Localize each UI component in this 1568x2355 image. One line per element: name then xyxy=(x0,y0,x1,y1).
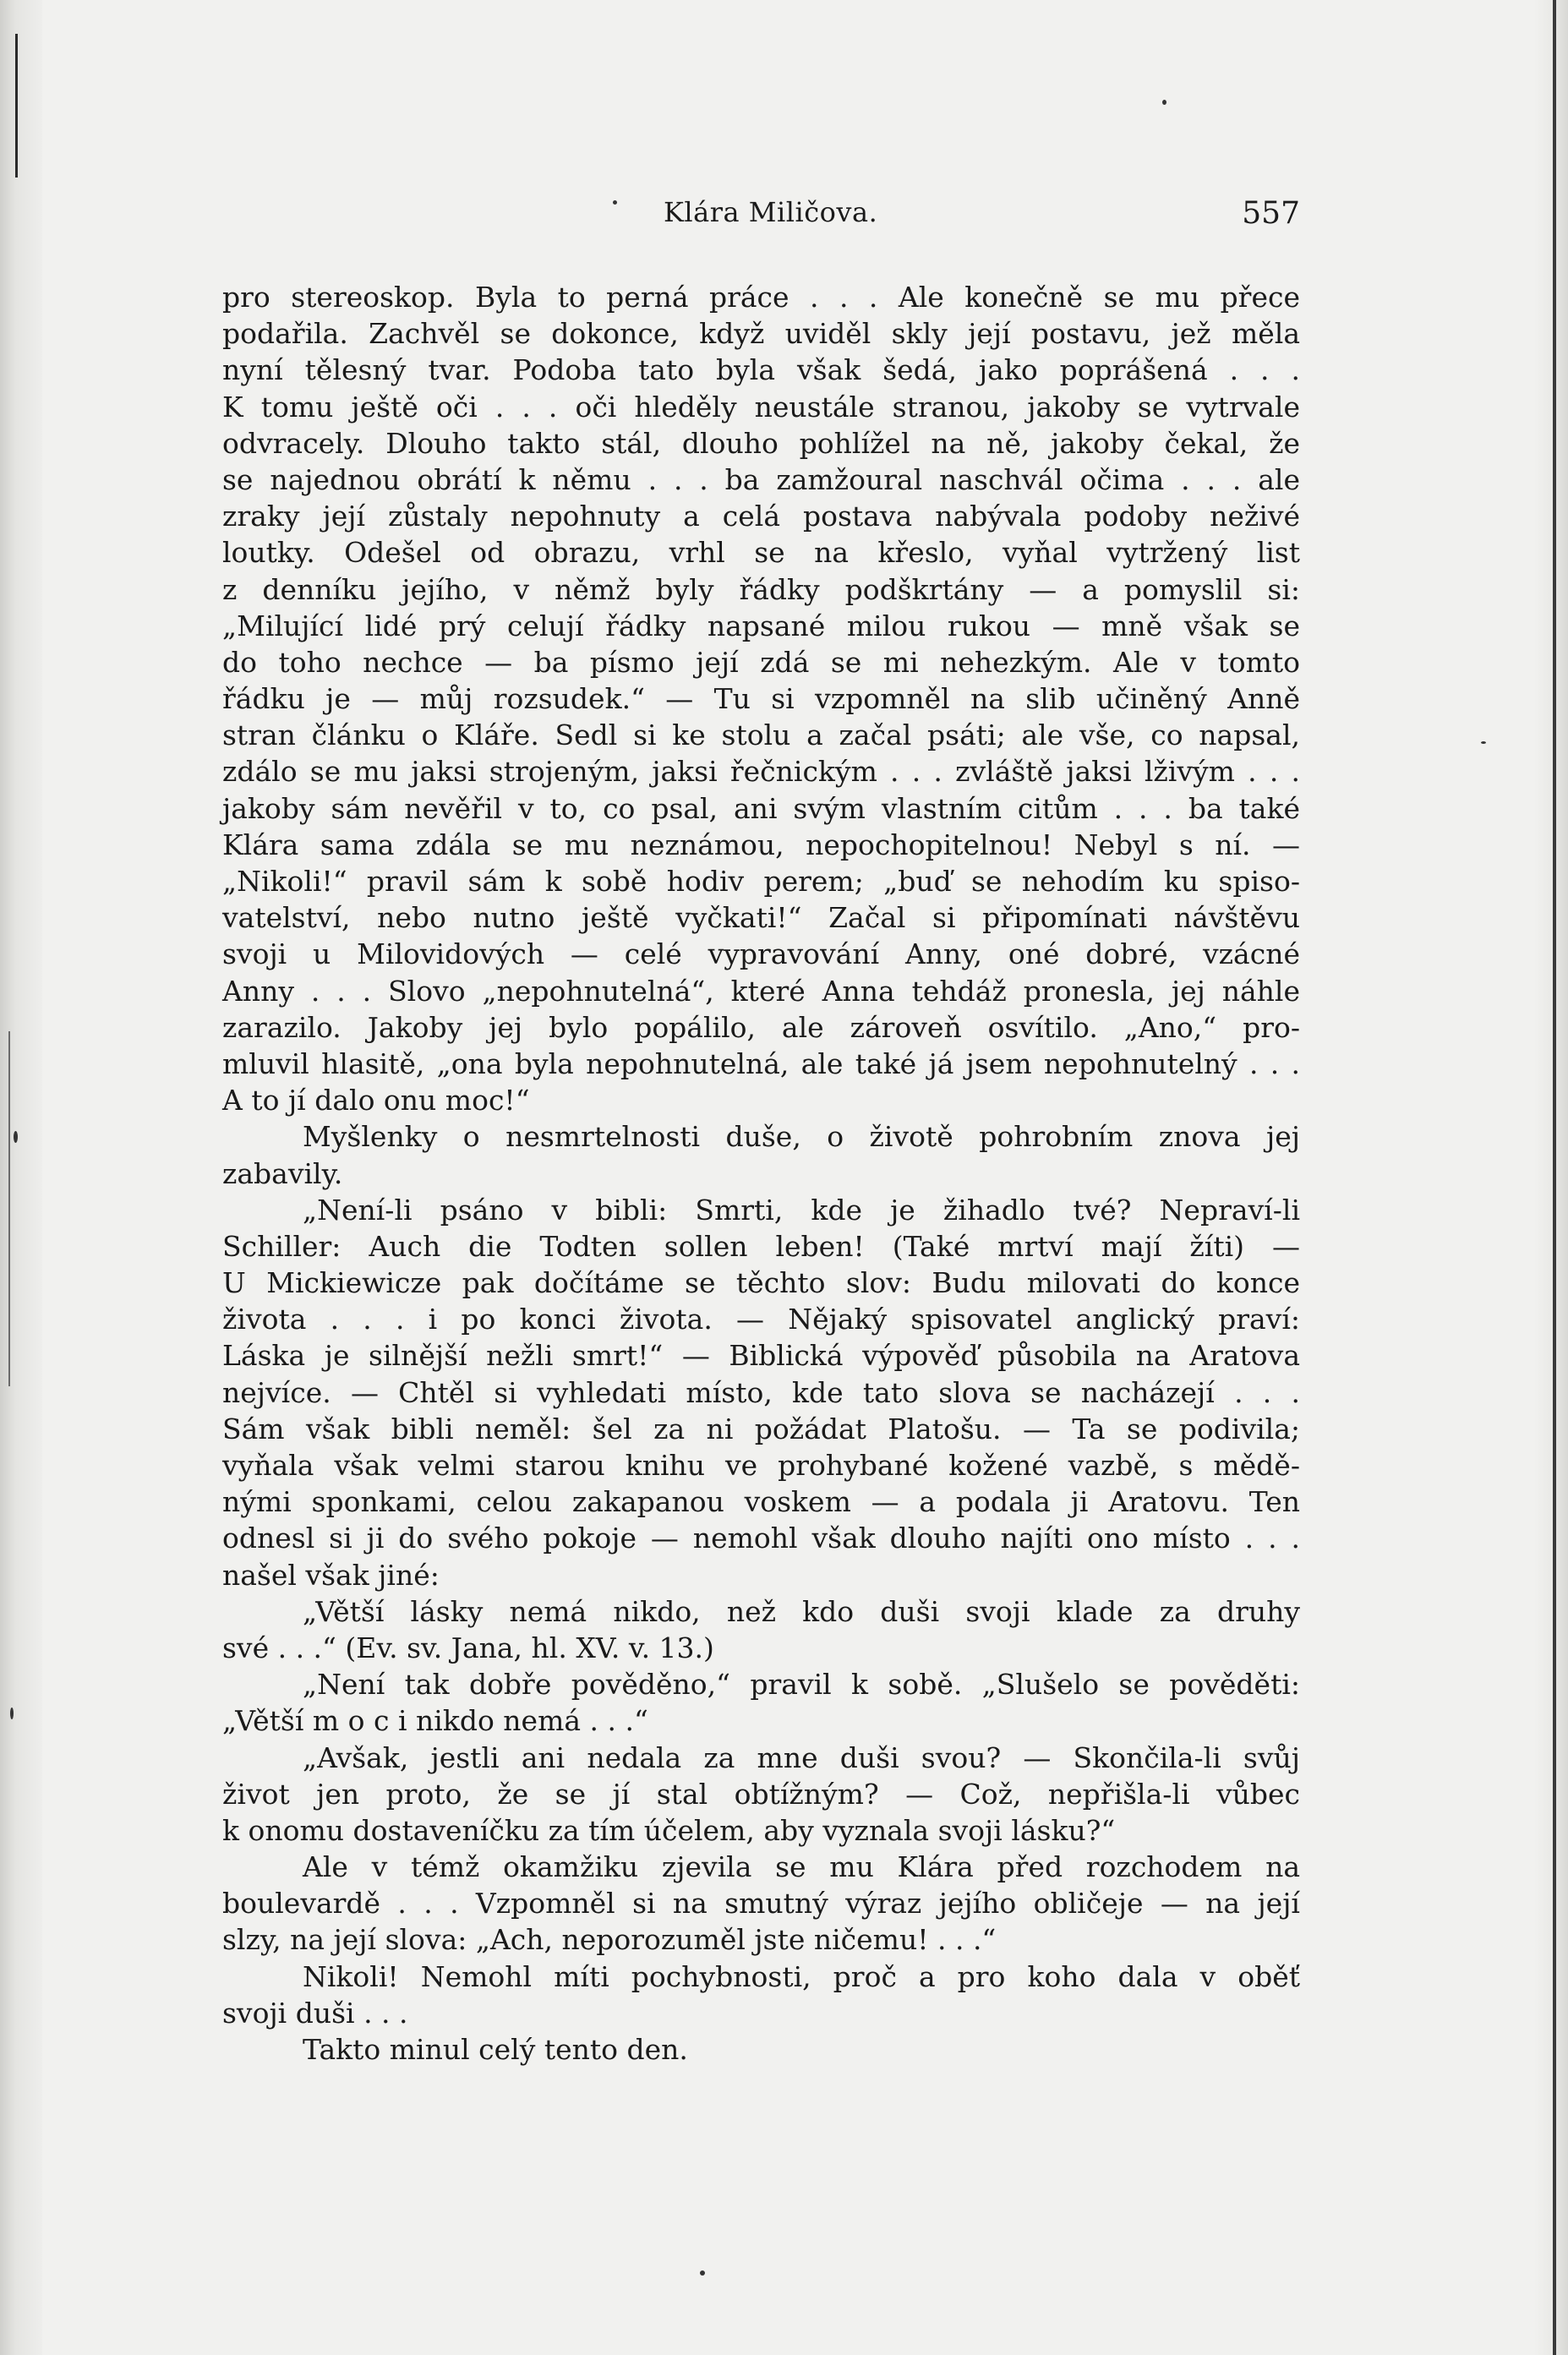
page-number: 557 xyxy=(1242,196,1300,231)
text-line: Schiller: Auch die Todten sollen leben! (Také mrtví mají žíti) — xyxy=(222,1229,1300,1263)
speck xyxy=(613,200,617,205)
running-head: Klára Miličova. xyxy=(664,196,878,228)
text-line: „Není-li psáno v bibli: Smrti, kde je žihadlo tvé? Nepraví-li xyxy=(303,1193,1300,1227)
text-line: Anny . . . Slovo „nepohnutelná“, které Anna tehdáž pronesla, jej náhle xyxy=(222,974,1300,1008)
page-gutter-shadow xyxy=(0,0,42,2355)
text-line: „Avšak, jestli ani nedala za mne duši svou? — Skončila-li svůj xyxy=(303,1740,1300,1774)
text-line: A to jí dalo onu moc!“ xyxy=(222,1084,530,1117)
text-line: svoji duši . . . xyxy=(222,1996,408,2030)
text-line: zdálo se mu jaksi strojeným, jaksi řečnickým . . . zvláště jaksi lživým . . . xyxy=(222,755,1300,789)
text-line: nyní tělesný tvar. Podoba tato byla však šedá, jako poprášená . . . xyxy=(222,353,1300,387)
text-line: podařila. Zachvěl se dokonce, když uviděl skly její postavu, jež měla xyxy=(222,317,1300,351)
text-line: zabavily. xyxy=(222,1156,343,1190)
text-line: „Milující lidé prý celují řádky napsané milou rukou — mně však se xyxy=(222,609,1300,642)
text-line: „Větší lásky nemá nikdo, než kdo duši svoji klade za druhy xyxy=(303,1594,1300,1628)
text-line: K tomu ještě oči . . . oči hleděly neustále stranou, jakoby se vytrvale xyxy=(222,390,1300,423)
text-line: Nikoli! Nemohl míti pochybnosti, proč a pro koho dala v oběť xyxy=(303,1959,1300,1993)
text-line: pro stereoskop. Byla to perná práce . . . Ale konečně se mu přece xyxy=(222,281,1300,314)
text-line: „Větší m o c i nikdo nemá . . .“ xyxy=(222,1704,648,1738)
text-line: k onomu dostaveníčku za tím účelem, aby vyznala svoji lásku?“ xyxy=(222,1813,1116,1847)
text-line: své . . .“ (Ev. sv. Jana, hl. XV. v. 13.) xyxy=(222,1631,714,1664)
gutter-binding-mark xyxy=(15,34,18,178)
text-line: našel však jiné: xyxy=(222,1558,440,1592)
gutter-binding-mark-lower xyxy=(8,1031,10,1386)
text-line: slzy, na její slova: „Ach, neporozuměl jste ničemu! . . .“ xyxy=(222,1923,997,1957)
page-header xyxy=(222,196,1300,238)
text-line: z denníku jejího, v němž byly řádky podškrtány — a pomyslil si: xyxy=(222,572,1300,606)
text-line: „Nikoli!“ pravil sám k sobě hodiv perem; „buď se nehodím ku spiso- xyxy=(222,865,1300,898)
page-edge-line xyxy=(1553,0,1556,2355)
text-line: Takto minul celý tento den. xyxy=(303,2033,688,2066)
text-line: „Není tak dobře pověděno,“ pravil k sobě. „Slušelo se pověděti: xyxy=(303,1668,1300,1702)
text-line: loutky. Odešel od obrazu, vrhl se na křeslo, vyňal vytržený list xyxy=(222,536,1300,570)
speck xyxy=(14,1131,18,1143)
text-line: života . . . i po konci života. — Nějaký spisovatel anglický praví: xyxy=(222,1303,1300,1336)
text-line: do toho nechce — ba písmo její zdá se mi nehezkým. Ale v tomto xyxy=(222,645,1300,679)
text-line: Láska je silnější nežli smrt!“ — Biblická výpověď působila na Aratova xyxy=(222,1339,1300,1373)
text-line: svoji u Milovidových — celé vypravování Anny, oné dobré, vzácné xyxy=(222,937,1300,971)
text-line: stran článku o Kláře. Sedl si ke stolu a začal psáti; ale vše, co napsal, xyxy=(222,719,1300,752)
text-line: Sám však bibli neměl: šel za ni požádat Platošu. — Ta se podivila; xyxy=(222,1412,1300,1445)
speck xyxy=(1162,100,1166,105)
text-line: řádku je — můj rozsudek.“ — Tu si vzpomněl na slib učiněný Anně xyxy=(222,682,1300,716)
speck xyxy=(1481,741,1486,744)
text-line: U Mickiewicze pak dočítáme se těchto slov: Budu milovati do konce xyxy=(222,1266,1300,1300)
text-line: boulevardě . . . Vzpomněl si na smutný výraz jejího obličeje — na její xyxy=(222,1887,1300,1921)
text-line: odvracely. Dlouho takto stál, dlouho pohlížel na ně, jakoby čekal, že xyxy=(222,426,1300,460)
speck xyxy=(10,1708,14,1719)
text-line: zarazilo. Jakoby jej bylo popálilo, ale zároveň osvítilo. „Ano,“ pro- xyxy=(222,1010,1300,1044)
speck xyxy=(700,2270,705,2276)
text-line: nými sponkami, celou zakapanou voskem — a podala ji Aratovu. Ten xyxy=(222,1485,1300,1519)
text-line: život jen proto, že se jí stal obtížným? — Což, nepřišla-li vůbec xyxy=(222,1777,1300,1811)
text-line: odnesl si ji do svého pokoje — nemohl však dlouho najíti ono místo . . . xyxy=(222,1522,1300,1555)
body-text xyxy=(222,279,1300,2068)
text-line: nejvíce. — Chtěl si vyhledati místo, kde tato slova se nacházejí . . . xyxy=(222,1375,1300,1409)
text-line: Klára sama zdála se mu neznámou, nepochopitelnou! Nebyl s ní. — xyxy=(222,828,1300,861)
text-line: Myšlenky o nesmrtelnosti duše, o životě pohrobním znova jej xyxy=(303,1120,1300,1154)
text-line: vatelství, nebo nutno ještě vyčkati!“ Začal si připomínati návštěvu xyxy=(222,901,1300,935)
text-line: jakoby sám nevěřil v to, co psal, ani svým vlastním citům . . . ba také xyxy=(222,791,1300,825)
text-line: zraky její zůstaly nepohnuty a celá postava nabývala podoby neživé xyxy=(222,500,1300,533)
text-line: se najednou obrátí k němu . . . ba zamžoural naschvál očima . . . ale xyxy=(222,462,1300,496)
text-line: mluvil hlasitě, „ona byla nepohnutelná, ale také já jsem nepohnutelný . . . xyxy=(222,1046,1300,1080)
page-edge-shadow xyxy=(1534,0,1568,2355)
text-line: Ale v témž okamžiku zjevila se mu Klára před rozchodem na xyxy=(303,1850,1300,1884)
text-line: vyňala však velmi starou knihu ve prohybané kožené vazbě, s mědě- xyxy=(222,1449,1300,1482)
